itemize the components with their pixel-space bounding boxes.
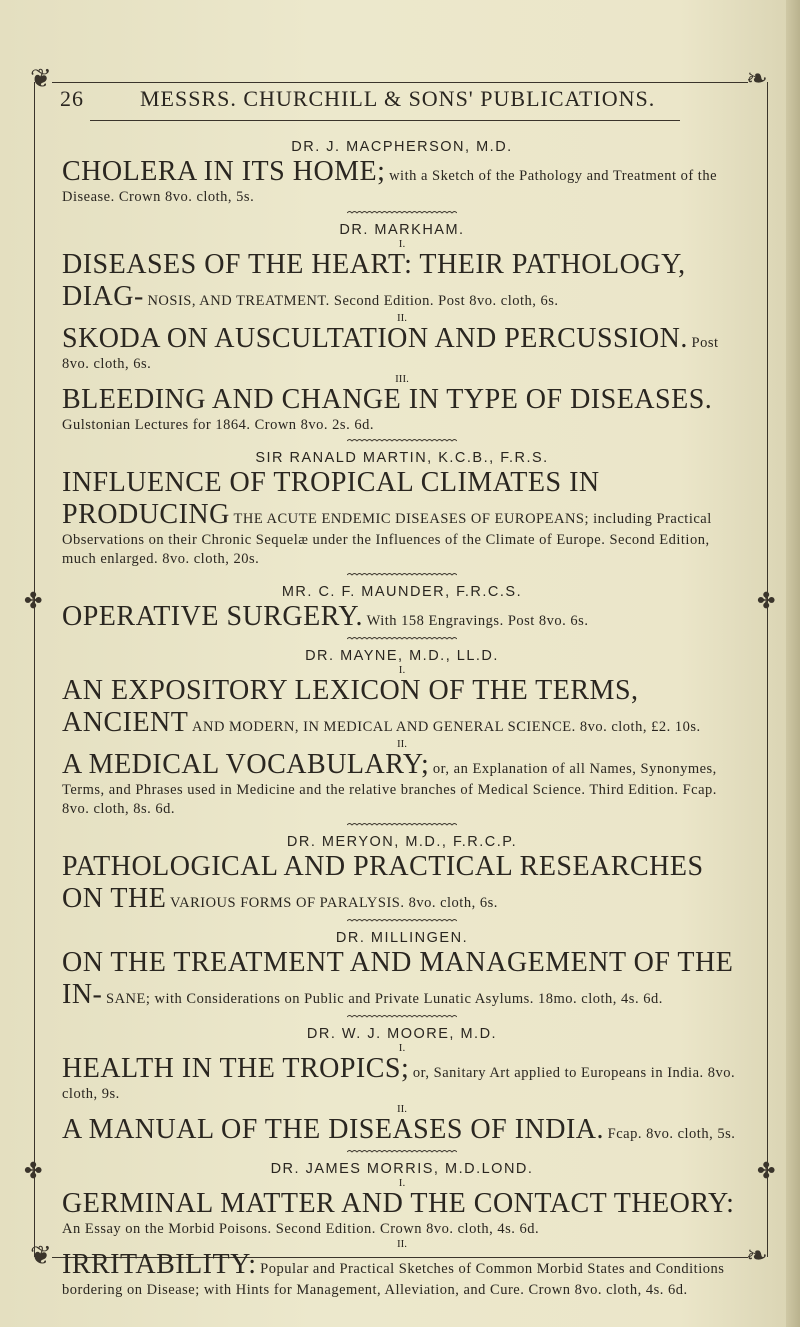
author-name: SIR RANALD MARTIN, K.C.B., F.R.S.: [255, 450, 549, 466]
book-listing: [62, 384, 742, 435]
side-ornament-icon: ✤: [24, 1158, 43, 1183]
book-details: An Essay on the Morbid Poisons. Second Edition. Crown 8vo. cloth, 4s. 6d.: [62, 1221, 540, 1237]
book-listing: [62, 675, 742, 739]
volume-numeral: II.: [396, 1103, 408, 1115]
author-name: DR. JAMES MORRIS, M.D.LOND.: [270, 1161, 534, 1177]
wavy-rule-icon: [347, 821, 457, 829]
wavy-rule-icon: [347, 571, 457, 579]
corner-ornament-icon: ❧: [746, 64, 768, 93]
catalogue-list: [62, 138, 742, 1300]
book-details: Fcap. 8vo. cloth, 5s.: [607, 1126, 736, 1142]
running-header: [60, 86, 740, 116]
book-listing: [62, 1188, 742, 1239]
side-ornament-icon: ✤: [757, 1158, 776, 1183]
side-ornament-icon: ✤: [24, 588, 43, 613]
volume-numeral: I.: [398, 664, 406, 676]
book-title: DISEASES OF THE HEART: THEIR PATHOLOGY, DIAG-: [62, 249, 686, 312]
wavy-rule-icon: [347, 635, 457, 643]
volume-numeral: II.: [396, 312, 408, 324]
book-details: or, an Explanation of all Names, Synonymes, Terms, and Phrases used in Medicine and the relative branches of Medical Science. Third Edition. Fcap. 8vo. cloth, 8s. 6d.: [62, 761, 717, 817]
book-listing: [62, 1114, 742, 1146]
book-listing: [62, 851, 742, 915]
book-details: VARIOUS FORMS OF PARALYSIS. 8vo. cloth, 6s.: [170, 895, 498, 911]
book-details: with a Sketch of the Pathology and Treatment of the Disease. Crown 8vo. cloth, 5s.: [62, 168, 718, 205]
book-title: BLEEDING AND CHANGE IN TYPE OF DISEASES.: [62, 384, 713, 415]
volume-numeral: I.: [398, 238, 406, 250]
book-details: NOSIS, AND TREATMENT. Second Edition. Post 8vo. cloth, 6s.: [147, 293, 559, 309]
book-title: PATHOLOGICAL AND PRACTICAL RESEARCHES ON THE: [62, 851, 704, 914]
book-title: CHOLERA IN ITS HOME;: [62, 156, 386, 187]
border-left: [34, 82, 35, 1257]
corner-ornament-icon: ❧: [746, 1241, 768, 1270]
wavy-rule-icon: [347, 1148, 457, 1156]
author-name: DR. MERYON, M.D., F.R.C.P.: [286, 834, 518, 850]
catalogue-entry: [62, 1160, 742, 1300]
catalogue-entry: [62, 221, 742, 445]
book-details: THE ACUTE ENDEMIC DISEASES OF EUROPEANS; including Practical Observations on their Chronic Sequelæ under the Influences of the Climate of Europe. Second Edition, much enlarged. 8vo. cloth, 20s.: [62, 511, 712, 567]
volume-numeral: I.: [398, 1177, 406, 1189]
corner-ornament-icon: ❦: [30, 64, 52, 93]
book-title: INFLUENCE OF TROPICAL CLIMATES IN PRODUCING: [62, 467, 600, 530]
book-details: SANE; with Considerations on Public and Private Lunatic Asylums. 18mo. cloth, 4s. 6d.: [106, 991, 663, 1007]
book-listing: [62, 947, 742, 1011]
book-title: HEALTH IN THE TROPICS;: [62, 1053, 410, 1084]
wavy-rule-icon: [347, 209, 457, 217]
catalogue-entry: [62, 138, 742, 217]
catalogue-entry: [62, 583, 742, 643]
book-listing: [62, 749, 742, 819]
wavy-rule-icon: [347, 437, 457, 445]
page-edge: [786, 0, 800, 1327]
page-number: 26: [60, 86, 84, 111]
book-details: AND MODERN, IN MEDICAL AND GENERAL SCIENCE. 8vo. cloth, £2. 10s.: [192, 719, 701, 735]
volume-numeral: III.: [395, 373, 409, 385]
book-listing: [62, 249, 742, 313]
book-title: OPERATIVE SURGERY.: [62, 601, 363, 632]
catalogue-entry: [62, 449, 742, 579]
book-title: A MEDICAL VOCABULARY;: [62, 749, 430, 780]
header-rule: [90, 120, 680, 121]
book-title: GERMINAL MATTER AND THE CONTACT THEORY:: [62, 1188, 735, 1219]
catalogue-entry: [62, 1025, 742, 1156]
page-title: MESSRS. CHURCHILL & SONS' PUBLICATIONS.: [140, 86, 656, 111]
corner-ornament-icon: ❦: [30, 1241, 52, 1270]
author-name: DR. MAYNE, M.D., LL.D.: [305, 648, 499, 664]
book-details: With 158 Engravings. Post 8vo. 6s.: [366, 613, 589, 629]
catalogue-entry: [62, 647, 742, 829]
author-name: DR. MILLINGEN.: [335, 930, 469, 946]
book-details: Post 8vo. cloth, 6s.: [62, 335, 719, 372]
book-details: Gulstonian Lectures for 1864. Crown 8vo. 2s. 6d.: [62, 417, 374, 433]
catalogue-entry: [62, 833, 742, 925]
author-name: MR. C. F. MAUNDER, F.R.C.S.: [281, 584, 523, 600]
book-title: ON THE TREATMENT AND MANAGEMENT OF THE IN-: [62, 947, 734, 1010]
book-listing: [62, 1249, 742, 1300]
wavy-rule-icon: [347, 917, 457, 925]
volume-numeral: II.: [396, 738, 408, 750]
book-title: A MANUAL OF THE DISEASES OF INDIA.: [62, 1114, 605, 1145]
book-details: Popular and Practical Sketches of Common Morbid States and Conditions bordering on Disease; with Hints for Management, Alleviation, and Cure. Crown 8vo. cloth, 4s. 6d.: [62, 1261, 725, 1298]
catalogue-entry: [62, 929, 742, 1021]
volume-numeral: I.: [398, 1042, 406, 1054]
book-listing: [62, 156, 742, 207]
author-name: DR. J. MACPHERSON, M.D.: [291, 139, 513, 155]
volume-numeral: II.: [396, 1238, 408, 1250]
author-name: DR. MARKHAM.: [339, 222, 465, 238]
book-title: SKODA ON AUSCULTATION AND PERCUSSION.: [62, 323, 688, 354]
book-listing: [62, 1053, 742, 1104]
side-ornament-icon: ✤: [757, 588, 776, 613]
book-title: AN EXPOSITORY LEXICON OF THE TERMS, ANCIENT: [62, 675, 639, 738]
book-listing: [62, 601, 742, 633]
book-listing: [62, 467, 742, 569]
border-top: [52, 82, 748, 83]
author-name: DR. W. J. MOORE, M.D.: [306, 1026, 498, 1042]
book-listing: [62, 323, 742, 374]
book-title: IRRITABILITY:: [62, 1249, 257, 1280]
border-right: [767, 82, 768, 1257]
wavy-rule-icon: [347, 1013, 457, 1021]
book-details: or, Sanitary Art applied to Europeans in India. 8vo. cloth, 9s.: [62, 1065, 736, 1102]
